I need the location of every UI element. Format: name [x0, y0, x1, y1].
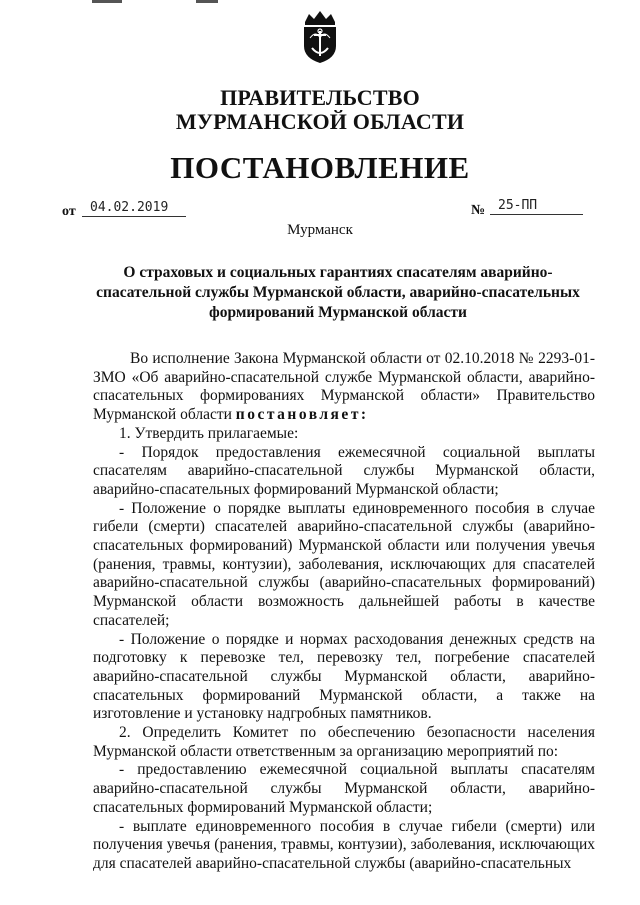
scan-artifact: [196, 0, 218, 3]
preamble-text: Во исполнение Закона Мурманской области от 02.10.2018 № 2293-01-ЗМО «Об аварийно-спасательной службе Мурманской области, аварийно-спасательных формированиях Мурманской области» Правительство Мурманской области: [93, 350, 595, 424]
clause-1-item-b: - Положение о порядке выплаты единовременного пособия в случае гибели (смерти) спасателей аварийно-спасательной службы (аварийно-спасательных формирований) Мурманской области или получения увечья (ранения, травмы, контузии), заболевания, исключающих для спасателей аварийно-спасательной службы (аварийно-спасательных формирований) Мурманской области возможность дальнейшей работы в качестве спасателей;: [93, 499, 595, 629]
subject-line: спасательной службы Мурманской области, аварийно-спасательных: [96, 284, 580, 301]
clause-1-item-a: - Порядок предоставления ежемесячной социальной выплаты спасателям аварийно-спасательной службы Мурманской области, аварийно-спасательных формирований Мурманской области;: [93, 443, 595, 498]
clause-2: 2. Определить Комитет по обеспечению безопасности населения Мурманской области ответственным за организацию мероприятий по:: [93, 724, 595, 760]
preamble-paragraph: [93, 350, 595, 425]
document-subject: [96, 263, 580, 323]
murmansk-coat-of-arms-icon: [301, 8, 339, 64]
clause-2-item-a: - предоставлению ежемесячной социальной выплаты спасателям аварийно-спасательной службы Мурманской области, аварийно-спасательных формирований Мурманской области;: [93, 761, 595, 816]
date-label: от: [62, 204, 76, 219]
clause-2-item-b: - выплате единовременного пособия в случае гибели (смерти) или получения увечья (ранения, травмы, контузии), заболевания, исключающих для спасателей аварийно-спасательной службы (аварийно-спасательных: [93, 817, 595, 872]
clause-1-item-c: - Положение о порядке и нормах расходования денежных средств на подготовку к перевозке тел, перевозку тел, погребение спасателей аварийно-спасательной службы Мурманской области, аварийно-спасательных формирований Мурманской области, а также на изготовление и установку надгробных памятников.: [93, 630, 595, 723]
subject-line: О страховых и социальных гарантиях спасателям аварийно-: [123, 264, 553, 281]
document-body: [93, 350, 595, 874]
number-label: №: [471, 203, 486, 218]
document-number: 25-ПП: [490, 198, 583, 215]
city-name: Мурманск: [287, 222, 353, 238]
document-type-title: ПОСТАНОВЛЕНИЕ: [170, 150, 470, 185]
scan-artifact: [92, 0, 122, 3]
subject-line: формирований Мурманской области: [209, 304, 467, 321]
organization-name-line1: ПРАВИТЕЛЬСТВО: [220, 85, 420, 110]
document-date: 04.02.2019: [82, 200, 186, 217]
organization-name-line2: МУРМАНСКОЙ ОБЛАСТИ: [175, 109, 465, 134]
resolution-verb: постановляет:: [235, 406, 369, 424]
clause-1: 1. Утвердить прилагаемые:: [119, 424, 299, 442]
